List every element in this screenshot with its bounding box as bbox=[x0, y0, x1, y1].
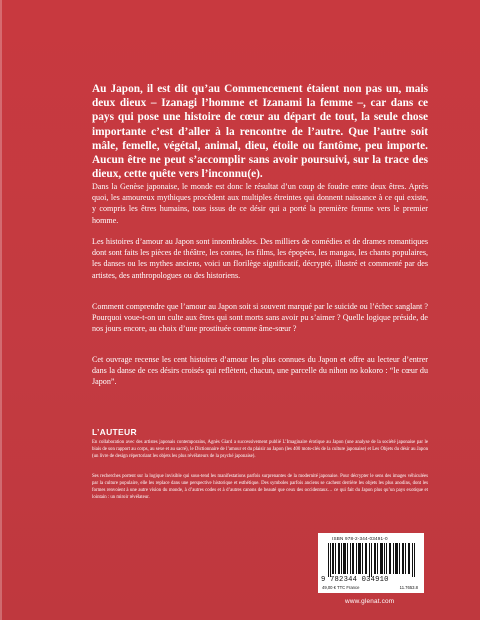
paragraph-genesis: Dans la Genèse japonaise, le monde est donc le résultat d’un coup de foudre entre deux êtres. Après quoi, les amoureux mythiques procèdent aux multiples étreintes qui donnent naissance à ce qui existe, y compris les êtres humains, tous issus de ce désir qui a porté la première femme vers le premier homme. bbox=[92, 182, 428, 225]
author-heading: L’AUTEUR bbox=[92, 427, 137, 437]
isbn-label: ISBN 978-2-344-03491-0 bbox=[332, 536, 388, 541]
price-label: 49,00 € TTC France bbox=[322, 585, 360, 590]
paragraph-book-summary: Cet ouvrage recense les cent histoires d’amour les plus connues du Japon et offre au lecteur d’entrer dans la danse de ces désirs croisés qui reflètent, chacun, une parcelle du nihon no kokoro : “le cœur du Japon”. bbox=[92, 355, 428, 387]
paragraph-love-stories: Les histoires d’amour au Japon sont innombrables. Des milliers de comédies et de drames romantiques dont sont faits les pièces de théâtre, les contes, les films, les épopées, les mangas, les chants populaires, les danses ou les mythes anciens, voici un florilège significatif, décrypté, illustré et commenté par des artistes, des anthropologues ou des historiens. bbox=[92, 237, 428, 280]
product-code: 11.7653.8 bbox=[399, 585, 418, 590]
author-bio-1: En collaboration avec des artistes japonais contemporains, Agnès Giard a successivement publié L’Imaginaire érotique au Japon (une analyse de la société japonaise par le biais de son rapport au corps, au sexe et au sacré), le Dictionnaire de l’amour et du plaisir au Japon (les 400 mots-clés de la culture japonaise) et Les Objets du désir au Japon (un livre de design répertoriant les objets les plus révélateurs de la psyché japonaise). bbox=[92, 440, 428, 459]
barcode-panel bbox=[318, 533, 424, 593]
author-bio-2: Ses recherches portent sur la logique invisible qui sous-tend les manifestations parfois surprenantes de la modernité japonaise. Pour décrypter le sens des images véhiculées par la culture populaire, elle les replace dans une perspective historique et esthétique. Des symboles parfois anciens se cachent derrière les objets les plus anodins, dont les formes renvoient à une autre vision du monde, à d’autres codes et à d’autres canons de beauté que ceux des occidentaux… ce qui fait du Japon plus qu’un pays exotique et lointain : un miroir révélateur. bbox=[92, 474, 428, 500]
intro-text: Au Japon, il est dit qu’au Commencement étaient non pas un, mais deux dieux – Izanagi l’homme et Izanami la femme –, car dans ce pays qui pose une histoire de cœur au départ de tout, la seule chose importante c’est d’aller à la rencontre de l’autre. Que l’autre soit mâle, femelle, végétal, animal, dieu, étoile ou fantôme, peu importe. Aucun être ne peut s’accomplir sans avoir poursuivi, sur la trace des dieux, cette quête vers l’inconnu(e). bbox=[92, 83, 428, 181]
barcode-digits: 9 782344 034910 bbox=[321, 576, 389, 584]
paragraph-questions: Comment comprendre que l’amour au Japon soit si souvent marqué par le suicide ou l’échec sanglant ? Pourquoi voue-t-on un culte aux êtres qui sont morts sans avoir pu s’aimer ? Quelle logique préside, de nos jours encore, au choix d’une prostituée comme âme-sœur ? bbox=[92, 302, 428, 334]
barcode-icon bbox=[328, 543, 416, 577]
publisher-website: www.glenat.com bbox=[345, 598, 395, 605]
